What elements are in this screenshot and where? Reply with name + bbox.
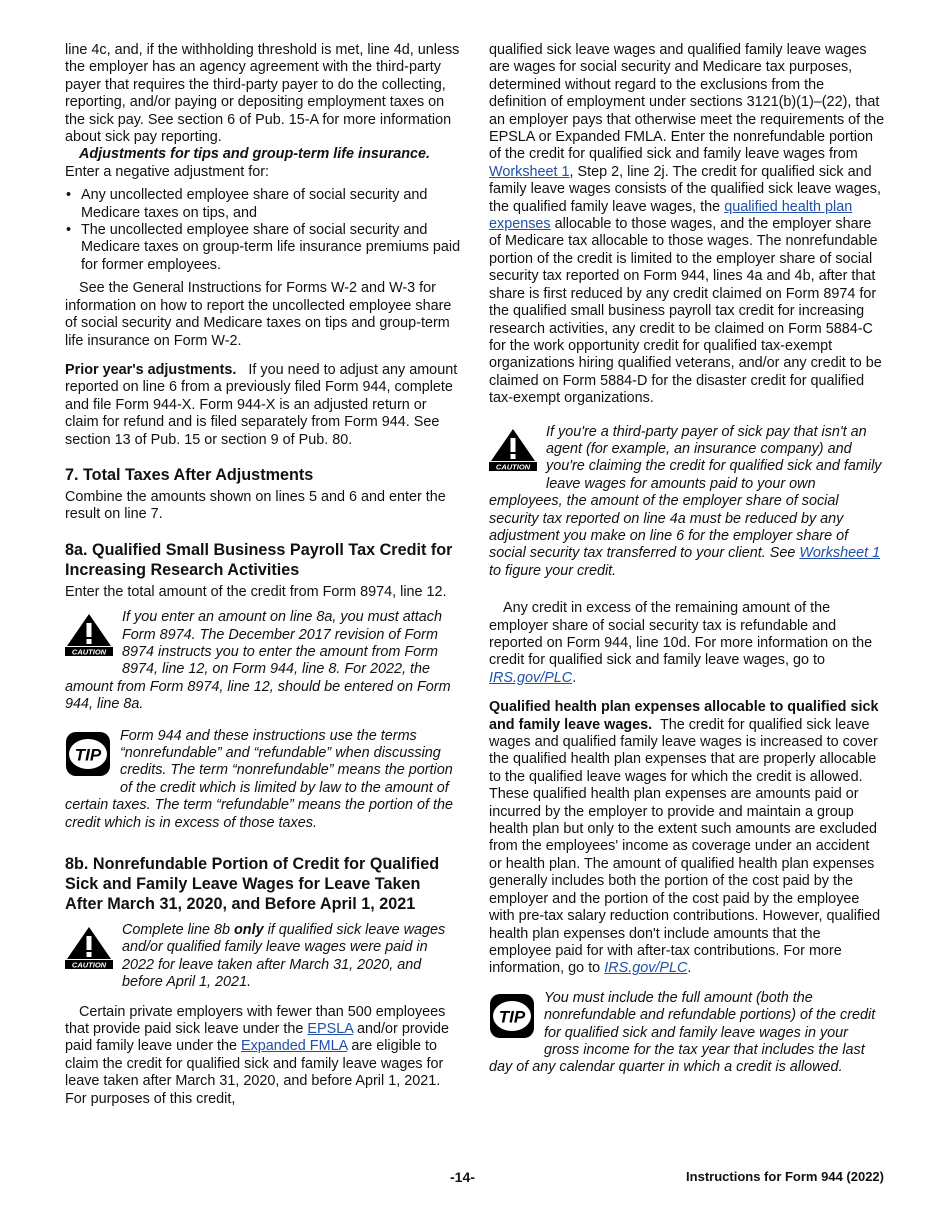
general-instructions-paragraph: See the General Instructions for Forms W-2 and W-3 for information on how to report the uncollected employee share of social security and Medicare taxes on tips and group-term life insurance on Form W-2. [65,280,452,349]
only-emphasis: only [234,922,264,939]
tip-text: You must include the full amount (both the nonrefundable and refundable portions) of the credit for qualified sick and family leave wages in your gross income for the tax year that includes the last day of any calendar quarter in which a credit is allowed. [489,989,876,1076]
bullet-item: • Any uncollected employee share of social security and Medicare taxes on tips, and [66,187,428,221]
svg-text:TIP: TIP [74,745,102,765]
tip-callout-gross-income [489,990,885,1077]
adjustments-tips-heading: Adjustments for tips and group-term life insurance. [79,146,431,163]
right-column [489,42,885,1077]
tip-callout-terms [65,728,461,832]
document-title: Instructions for Form 944 (2022) [686,1169,884,1184]
caution-icon [65,612,113,661]
qhpe-heading: Qualified health plan expenses allocable to qualified sick and family leave wages. [489,699,879,733]
adjustments-tips-paragraph [65,146,461,163]
qualified-wages-paragraph: qualified sick leave wages and qualified family leave wages are wages for social security and Medicare tax purposes, determined without regard to the exclusions from the definition of employment under sections 3121(b)(1)–(22), that an employer pays that otherwise meet the requirements of the EPSLA or Expanded FMLA. Enter the nonrefundable portion of the credit for qualified sick and family leave wages from Worksheet 1, Step 2, line 2j. The credit for qualified sick and family leave wages consists of the qualified sick leave wages, the qualified family leave wages, the qualified health plan expenses allocable to those wages, and the employer share of Medicare tax allocable to those wages. The nonrefundable portion of the credit is limited to the employer share of social security tax reported on Form 944, lines 4a and 4b, after that share is first reduced by any credit claimed on Form 8974 for the qualified small business payroll tax credit for increasing research activities, any credit to be claimed on Form 5884-C for the work opportunity credit for qualified tax-exempt organizations hiring qualified veterans, and/or any credit to be claimed on Form 5884-D for the disaster credit for qualified tax-exempt organizations. [489,42,885,407]
worksheet-1-link[interactable]: Worksheet 1 [799,545,881,562]
caution-callout-third-party: CAUTION If you're a third-party payer of sick pay that isn't an agent (for example, an insurance company) and you're claiming the credit for qualified sick and family leave wages for amounts paid to your own employees, the amount of the employer share of social security tax reported on line 4a must be reduced by any adjustment you make on line 6 for the employer share of social security tax transferred to your client. See Worksheet 1 to figure your credit. [489,423,882,579]
tip-icon [489,993,535,1044]
page-number: -14- [450,1169,475,1185]
irs-plc-link[interactable]: IRS.gov/PLC [604,960,688,977]
section-8a-heading: 8a. Qualified Small Business Payroll Tax Credit for Increasing Research Activities [65,540,453,579]
tip-icon [65,731,111,782]
certain-employers-paragraph: Certain private employers with fewer than 500 employees that provide paid sick leave under the EPSLA and/or provide paid family leave under the Expanded FMLA are eligible to claim the credit for qualified sick and family leave wages for leave taken after March 31, 2020, and before April 1, 2021. For purposes of this credit, [65,1003,450,1107]
section-7-heading: 7. Total Taxes After Adjustments [65,465,314,484]
svg-text:CAUTION: CAUTION [495,462,531,471]
bullet-item: • The uncollected employee share of social security and Medicare taxes on group-term life insurance premiums paid for former employees. [66,222,461,273]
section-8b-heading: 8b. Nonrefundable Portion of Credit for Qualified Sick and Family Leave Wages for Leave Taken After March 31, 2020, and Before April 1, 2021 [65,855,440,914]
prior-year-paragraph: Prior year's adjustments. If you need to adjust any amount reported on line 6 from a previously filed Form 944, complete and file Form 944-X. Form 944-X is an adjusted return or claim for refund and is filed separately from Form 944. See section 13 of Pub. 15 or section 9 of Pub. 80. [65,361,458,448]
tip-text: Form 944 and these instructions use the terms “nonrefundable” and “refundable” when discussing credits. The term “nonrefundable” means the portion of the credit which is limited by law to the amount of certain taxes. The term “refundable” means the portion of the credit which is in excess of those taxes. [65,727,453,831]
svg-text:CAUTION: CAUTION [71,960,107,970]
caution-callout-8a [65,609,461,713]
irs-plc-link[interactable]: IRS.gov/PLC [489,669,573,686]
bullet-icon: • [66,222,72,239]
caution-text: If you enter an amount on line 8a, you must attach Form 8974. The December 2017 revision of Form 8974 instructs you to enter the amount from Form 8974, line 12, on Form 944, line 8. For 2022, the amount from Form 8974, line 12, should be entered on Form 944, line 8a. [65,609,451,713]
left-column [65,42,461,1108]
epsla-link[interactable]: EPSLA [307,1021,354,1038]
caution-callout-8b: CAUTION Complete line 8b only if qualified sick leave wages and/or qualified family leave wages were paid in 2022 for leave taken after March 31, 2020, and before April 1, 2021. [65,922,461,992]
caution-icon [489,427,537,476]
section-8a-text: Enter the total amount of the credit from Form 8974, line 12. [65,583,447,600]
section-7-text: Combine the amounts shown on lines 5 and 6 and enter the result on line 7. [65,488,446,523]
svg-text:TIP: TIP [498,1007,526,1027]
caution-icon [65,925,113,974]
svg-text:CAUTION: CAUTION [71,647,107,657]
worksheet-1-link[interactable]: Worksheet 1 [489,163,570,180]
qhpe-paragraph: Qualified health plan expenses allocable to qualified sick and family leave wages. The credit for qualified sick leave wages and qualified family leave wages is increased to cover the qualified health plan expenses that are properly allocable to the qualified leave wages for which the credit is allowed. These qualified health plan expenses are amounts paid or incurred by the employer to provide and maintain a group health plan but only to the extent such amounts are excluded from the employees' income as coverage under an accident or health plan. The amount of qualified health plan expenses generally includes both the portion of the cost paid by the employer and the portion of the cost paid by the employee with pre-tax salary reduction contributions. However, qualified health plan expenses don't include amounts that the employee paid for with after-tax contributions. For more information, go to IRS.gov/PLC. [489,699,881,977]
expanded-fmla-link[interactable]: Expanded FMLA [241,1038,348,1055]
adjustments-intro: Enter a negative adjustment for: [65,163,269,180]
prior-year-heading: Prior year's adjustments. [65,361,237,378]
excess-credit-paragraph: Any credit in excess of the remaining amount of the employer share of social security tax is refundable and reported on Form 944, line 10d. For more information on the credit for qualified sick and family leave wages, go to IRS.gov/PLC. [489,600,873,686]
qualified-health-plan-link[interactable]: qualified health plan expenses [489,198,853,233]
sick-pay-paragraph: line 4c, and, if the withholding threshold is met, line 4d, unless the employer has an agency agreement with the third-party payer that requires the third-party payer to do the collecting, reporting, and/or paying or depositing employment taxes on the sick pay. See section 6 of Pub. 15-A for more information about sick pay reporting. [65,42,460,146]
bullet-icon: • [66,187,72,204]
